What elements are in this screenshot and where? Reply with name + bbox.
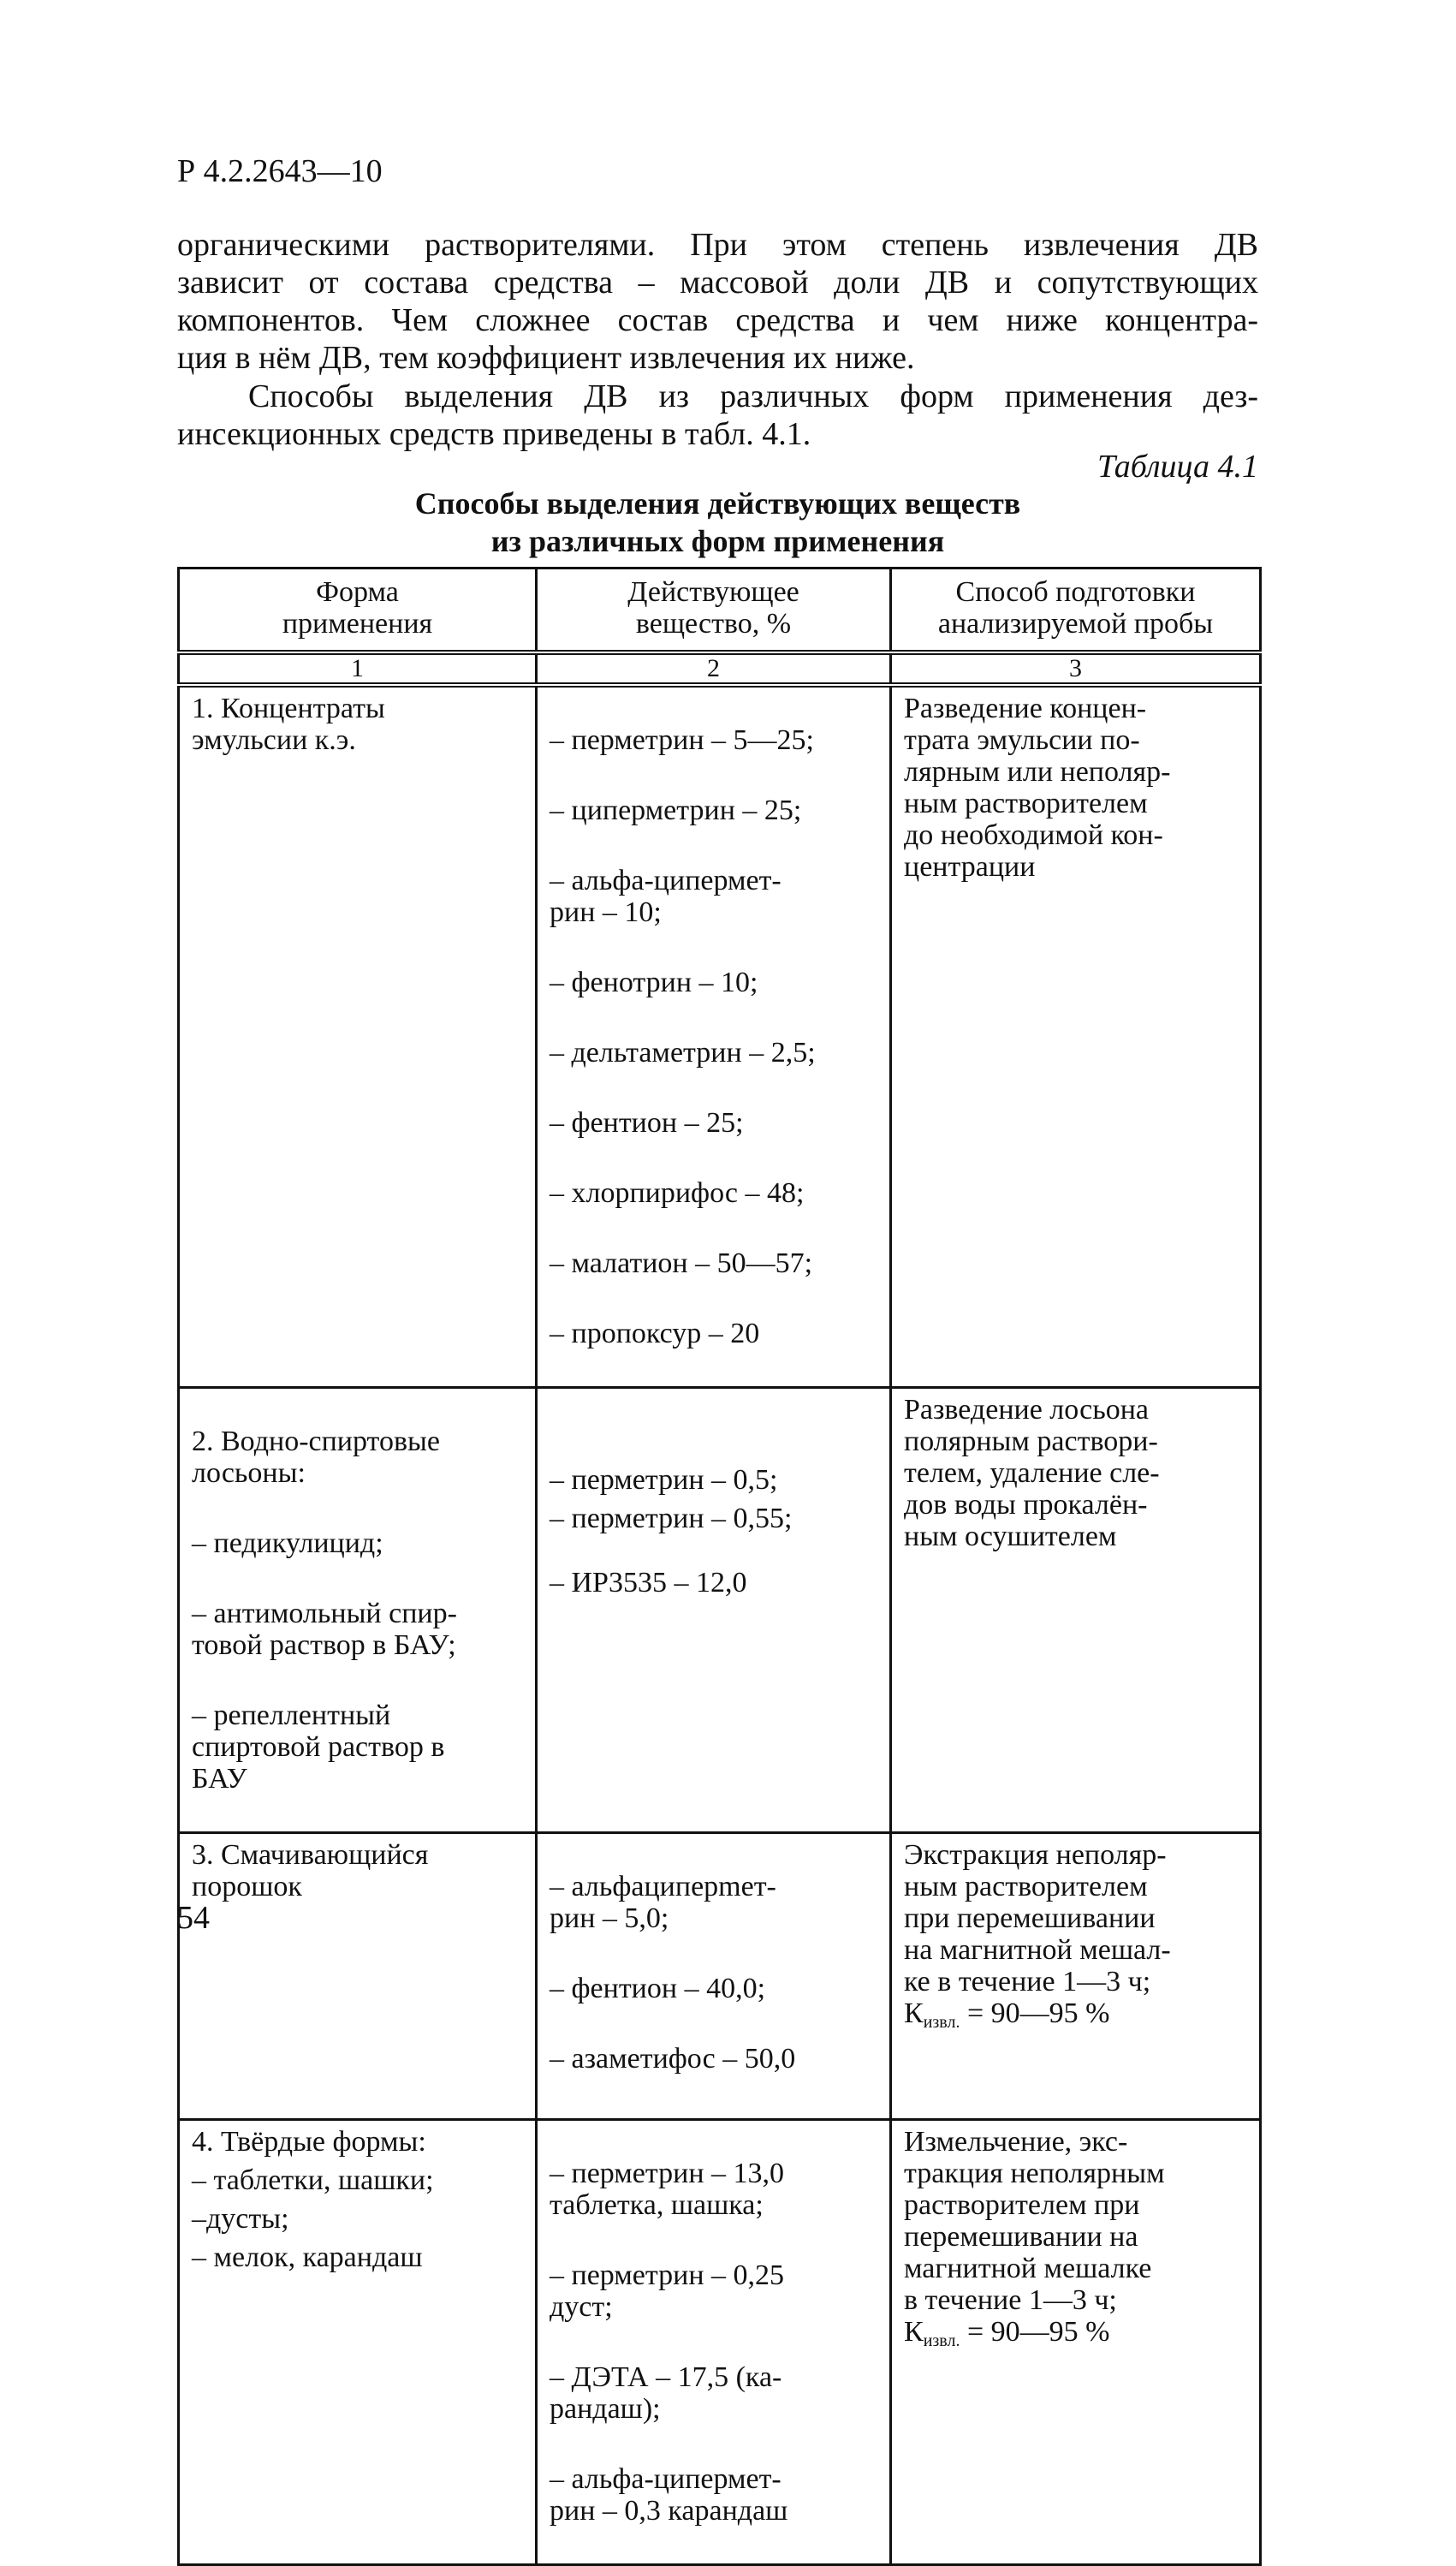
substance-item: – перметрин – 13,0 таблетка, шашка; — [550, 2158, 785, 2221]
header-cell-substance — [537, 569, 891, 653]
method-cell — [891, 1833, 1261, 2120]
header-line: Действующее — [627, 576, 799, 608]
method-text: Измельчение, экс- тракция неполярным растворителем при перемешивании на магнитной мешалке в течение 1—3 ч; — [904, 2126, 1165, 2316]
paragraph-1-line: ция в нём ДВ, тем коэффициент извлечения их ниже. — [177, 340, 915, 376]
document-code-header: Р 4.2.2643—10 — [177, 153, 383, 189]
method-cell: Разведение лосьона полярным раствори- телем, удаление сле- дов воды прокалён- ным осушителем — [891, 1388, 1261, 1833]
paragraph-2 — [177, 378, 1258, 453]
substance-item: – дельтаметрин – 2,5; — [550, 1037, 816, 1069]
substance-item: – альфа-ципермет- рин – 0,3 карандаш — [550, 2463, 788, 2527]
substance-cell — [537, 1833, 891, 2120]
table-row — [179, 1833, 1261, 2120]
header-cell-form — [179, 569, 537, 653]
coef-subscript: извл. — [923, 2331, 960, 2350]
coef-symbol: К — [904, 1997, 924, 2029]
coef-symbol: К — [904, 2316, 924, 2348]
form-item: – педикулицид; — [192, 1527, 383, 1559]
form-line: 1. Концентраты — [192, 693, 385, 724]
substance-cell — [537, 2120, 891, 2565]
substance-cell — [537, 685, 891, 1388]
table-title-line: из различных форм применения — [490, 524, 945, 558]
form-item: – антимольный спир- товой раствор в БАУ; — [192, 1598, 457, 1661]
substance-item: – азаметифос – 50,0 — [550, 2043, 796, 2075]
column-number: 3 — [891, 652, 1261, 685]
extraction-coefficient — [904, 2316, 1247, 2357]
substance-item: – малатион – 50—57; — [550, 1247, 813, 1279]
table-title — [177, 485, 1258, 560]
form-line: 3. Смачивающийся — [192, 1839, 429, 1871]
form-line: эмульсии к.э. — [192, 724, 356, 756]
table-header-row — [179, 569, 1261, 653]
substance-item: – фенотрин – 10; — [550, 967, 758, 998]
header-line: применения — [282, 608, 433, 640]
header-line: Способ подготовки — [955, 576, 1196, 608]
form-cell — [179, 2120, 537, 2565]
substance-item: – альфа-ципермет- рин – 10; — [550, 865, 781, 928]
header-line: Форма — [316, 576, 399, 608]
form-cell — [179, 1388, 537, 1833]
substance-cell — [537, 1388, 891, 1833]
form-cell — [179, 1833, 537, 2120]
header-cell-method — [891, 569, 1261, 653]
form-item: 2. Водно-спиртовые лосьоны: — [192, 1426, 440, 1489]
paragraph-1 — [177, 226, 1258, 377]
substance-item: – циперметрин – 25; — [550, 795, 802, 826]
form-item: 4. Твёрдые формы: — [192, 2126, 426, 2158]
page-number: 54 — [177, 1900, 210, 1936]
form-cell — [179, 685, 537, 1388]
substance-item: – перметрин – 0,5; — [550, 1464, 778, 1496]
method-cell — [891, 2120, 1261, 2565]
coef-value: = 90—95 % — [966, 2316, 1110, 2348]
form-item: – таблетки, шашки; — [192, 2164, 434, 2196]
substance-item: – фентион – 40,0; — [550, 1973, 766, 2004]
table-row — [179, 2120, 1261, 2565]
table-label: Таблица 4.1 — [1097, 449, 1258, 485]
substance-item: – хлорпирифос – 48; — [550, 1177, 805, 1209]
substance-item: – альфациперmeт- рин – 5,0; — [550, 1871, 776, 1934]
substance-item: – ИР3535 – 12,0 — [550, 1567, 747, 1599]
paragraph-1-line: зависит от состава средства – массовой доли ДВ и сопутствующих — [177, 265, 1258, 301]
paragraph-2-line: Способы выделения ДВ из различных форм применения дез- — [248, 378, 1258, 414]
substance-item: – перметрин – 0,25 дуст; — [550, 2259, 785, 2323]
column-number: 2 — [537, 652, 891, 685]
extraction-coefficient — [904, 1997, 1247, 2039]
form-line: порошок — [192, 1871, 302, 1902]
method-text: Экстракция неполяр- ным растворителем при перемешивании на магнитной мешал- ке в течение 1—3 ч; — [904, 1839, 1171, 1997]
form-item: –дусты; — [192, 2203, 289, 2235]
column-number-row — [179, 652, 1261, 685]
coef-subscript: извл. — [923, 2013, 960, 2032]
header-line: вещество, % — [635, 608, 792, 640]
substance-item: – пропоксур – 20 — [550, 1318, 760, 1349]
coef-value: = 90—95 % — [966, 1997, 1110, 2029]
header-line: анализируемой пробы — [937, 608, 1214, 640]
paragraph-1-line: органическими растворителями. При этом степень извлечения ДВ — [177, 227, 1258, 263]
form-item: – репеллентный спиртовой раствор в БАУ — [192, 1700, 445, 1795]
substance-item: – фентион – 25; — [550, 1107, 744, 1139]
table-row — [179, 1388, 1261, 1833]
table-row — [179, 685, 1261, 1388]
paragraph-1-line: компонентов. Чем сложнее состав средства и чем ниже концентра- — [177, 302, 1258, 338]
substance-item: – ДЭТА – 17,5 (ка- рандаш); — [550, 2361, 782, 2425]
column-number: 1 — [179, 652, 537, 685]
form-item: – мелок, карандаш — [192, 2242, 423, 2273]
extraction-methods-table — [177, 567, 1262, 2566]
method-cell: Разведение концен- трата эмульсии по- лярным или неполяр- ным растворителем до необходимой кон- центрации — [891, 685, 1261, 1388]
table-title-line: Способы выделения действующих веществ — [414, 486, 1021, 521]
substance-item: – перметрин – 5—25; — [550, 724, 814, 756]
substance-item: – перметрин – 0,55; — [550, 1503, 793, 1534]
paragraph-2-line: инсекционных средств приведены в табл. 4.1. — [177, 416, 811, 452]
